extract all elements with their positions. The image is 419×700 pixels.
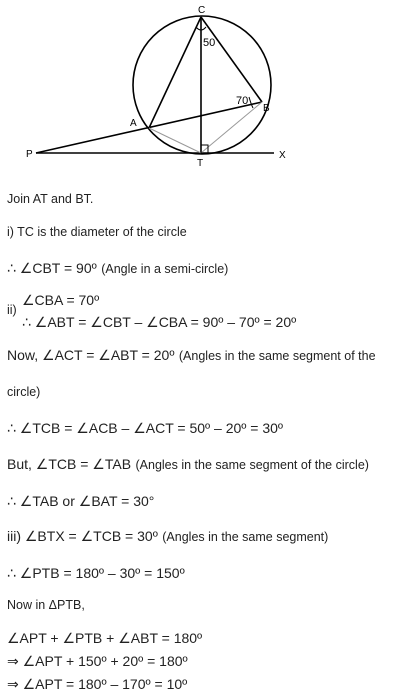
chord-cb	[201, 17, 262, 102]
step-now-in: Now in ΔPTB,	[7, 598, 85, 612]
angle-arc-b	[249, 97, 253, 108]
btx-statement: iii) ∠BTX = ∠TCB = 30º	[7, 528, 158, 544]
point-label-t: T	[197, 158, 204, 169]
point-label-p: P	[26, 149, 33, 160]
act-reason: (Angles in the same segment of the	[178, 349, 376, 363]
step-tab	[7, 456, 369, 474]
point-label-a: A	[130, 118, 137, 129]
step-bat: ∴ ∠TAB or ∠BAT = 30°	[7, 493, 155, 509]
step-sum: ∠APT + ∠PTB + ∠ABT = 180º	[7, 630, 203, 646]
cbt-reason: (Angle in a semi-circle)	[101, 262, 229, 276]
angle-label-c: 50	[203, 37, 216, 49]
point-label-c: C	[198, 5, 206, 16]
btx-reason: (Angles in the same segment)	[162, 530, 329, 544]
act-statement: Now, ∠ACT = ∠ABT = 20º	[7, 347, 175, 363]
step-cba: ∠CBA = 70º	[22, 292, 100, 308]
geometry-figure	[0, 0, 419, 180]
step-substitute: ⇒ ∠APT + 150º + 20º = 180º	[7, 653, 188, 669]
angle-label-b: 70	[236, 95, 249, 107]
act-reason-cont: circle)	[7, 385, 41, 399]
point-label-b: B	[263, 103, 270, 114]
label-ii: ii)	[7, 303, 17, 317]
step-ptb: ∴ ∠PTB = 180º – 30º = 150º	[7, 565, 185, 581]
tab-reason: (Angles in the same segment of the circle)	[135, 458, 369, 472]
step-btx	[7, 528, 328, 546]
step-diameter: i) TC is the diameter of the circle	[7, 225, 187, 239]
step-act	[7, 347, 376, 365]
step-cbt	[7, 260, 228, 278]
step-abt: ∴ ∠ABT = ∠CBT – ∠CBA = 90º – 70º = 20º	[22, 314, 297, 330]
step-tcb: ∴ ∠TCB = ∠ACB – ∠ACT = 50º – 20º = 30º	[7, 420, 284, 436]
cbt-statement: ∴ ∠CBT = 90º	[7, 260, 97, 276]
tab-statement: But, ∠TCB = ∠TAB	[7, 456, 132, 472]
point-label-x: X	[279, 150, 286, 161]
step-join: Join AT and BT.	[7, 192, 94, 206]
step-result: ⇒ ∠APT = 180º – 170º = 10º	[7, 676, 188, 692]
